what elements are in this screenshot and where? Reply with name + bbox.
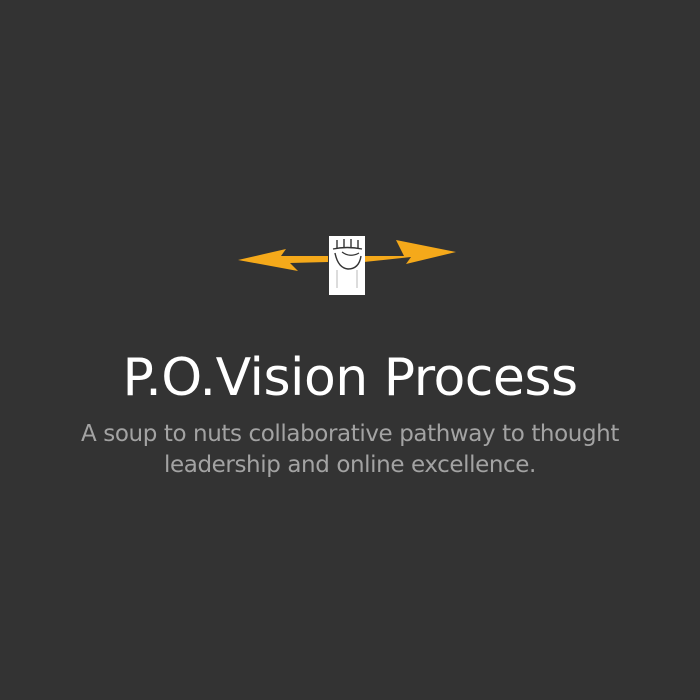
left-bolt-icon: [238, 249, 328, 271]
raised-fist-icon: [329, 236, 365, 295]
page-title: P.O.Vision Process: [122, 347, 578, 408]
lightning-fist-icon: [238, 236, 456, 298]
right-bolt-icon: [364, 240, 456, 264]
page-subtitle: A soup to nuts collaborative pathway to thought leadership and online excellence.: [81, 421, 619, 478]
